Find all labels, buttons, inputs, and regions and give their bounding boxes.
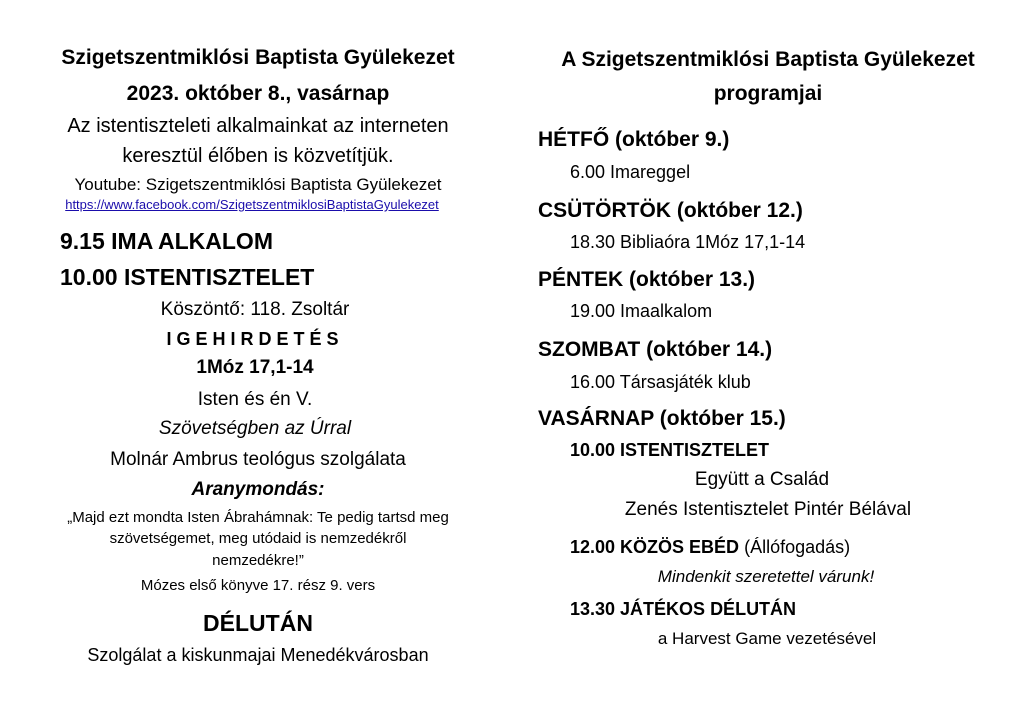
day-sunday: VASÁRNAP (október 15.) [538, 407, 786, 430]
quote-reference: Mózes első könyve 17. rész 9. vers [140, 577, 376, 594]
afternoon-heading: DÉLUTÁN [203, 610, 313, 636]
games-title: 13.30 JÁTÉKOS DÉLUTÁN [570, 599, 797, 619]
quote-line-1: „Majd ezt mondta Isten Ábrahámnak: Te pedig tartsd meg [67, 509, 449, 526]
service-date: 2023. október 8., vasárnap [126, 82, 390, 105]
programs-title-line2: programjai [713, 82, 823, 105]
thursday-item: 18.30 Bibliaóra 1Móz 17,1-14 [570, 232, 806, 252]
programs-title-line1: A Szigetszentmiklósi Baptista Gyülekezet [561, 48, 975, 71]
welcome-psalm: Köszöntő: 118. Zsoltár [160, 299, 350, 320]
welcome-all: Mindenkit szeretettel várunk! [657, 567, 875, 586]
monday-item: 6.00 Imareggel [570, 162, 691, 182]
prayer-time: 9.15 IMA ALKALOM [60, 228, 273, 254]
day-monday: HÉTFŐ (október 9.) [538, 128, 730, 151]
church-title: Szigetszentmiklósi Baptista Gyülekezet [61, 46, 455, 69]
games-note: a Harvest Game vezetésével [657, 629, 877, 648]
quote-line-3: nemzedékre!” [212, 552, 304, 569]
stream-intro-line2: keresztül élőben is közvetítjük. [122, 145, 394, 167]
day-saturday: SZOMBAT (október 14.) [538, 338, 773, 361]
sunday-theme: Együtt a Család [694, 469, 830, 490]
sermon-title: Szövetségben az Úrral [158, 418, 352, 439]
day-friday: PÉNTEK (október 13.) [538, 268, 756, 291]
sunday-service: 10.00 ISTENTISZTELET [570, 440, 770, 460]
lunch-title: 12.00 KÖZÖS EBÉD [570, 537, 740, 557]
service-time: 10.00 ISTENTISZTELET [60, 264, 315, 290]
speaker: Molnár Ambrus teológus szolgálata [110, 449, 406, 470]
day-thursday: CSÜTÖRTÖK (október 12.) [538, 199, 803, 222]
lunch-note: (Állófogadás) [744, 537, 851, 557]
stream-intro-line1: Az istentiszteleti alkalmainkat az interneten [67, 115, 449, 137]
saturday-item: 16.00 Társasjáték klub [570, 372, 751, 392]
scripture-reference: 1Móz 17,1-14 [196, 357, 314, 378]
youtube-channel: Youtube: Szigetszentmiklósi Baptista Gyülekezet [74, 175, 442, 194]
sermon-heading: IGEHIRDETÉS [166, 329, 344, 349]
sunday-music: Zenés Istentisztelet Pintér Bélával [624, 499, 912, 520]
friday-item: 19.00 Imaalkalom [570, 301, 713, 321]
facebook-link[interactable]: https://www.facebook.com/SzigetszentmiklosiBaptistaGyulekezet [65, 197, 439, 212]
quote-line-2: szövetségemet, meg utódaid is nemzedékről [109, 530, 407, 547]
golden-verse-label: Aranymondás: [191, 479, 325, 500]
afternoon-service: Szolgálat a kiskunmajai Menedékvárosban [87, 645, 429, 665]
lunch-line [570, 537, 850, 558]
sermon-series: Isten és én V. [197, 389, 313, 410]
